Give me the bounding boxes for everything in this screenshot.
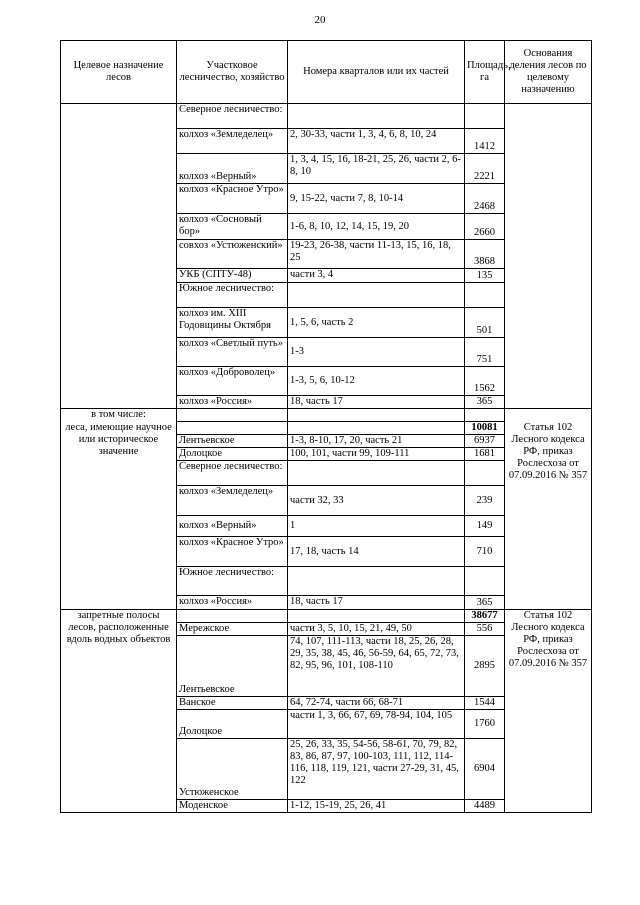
empty-cell (177, 610, 288, 623)
area-cell: 1412 (465, 129, 505, 154)
area-cell: 1681 (465, 448, 505, 461)
district-cell: колхоз им. XIII Годовщины Октября (177, 308, 288, 338)
area-cell: 1562 (465, 367, 505, 396)
table-row (61, 104, 592, 129)
district-cell: Лентьевское (177, 636, 288, 697)
district-cell: Моденское (177, 800, 288, 813)
purpose-scientific: леса, имеющие научное или историческое значение (61, 422, 177, 610)
area-cell: 239 (465, 486, 505, 516)
quarters-cell: 1-3 (288, 338, 465, 367)
district-cell: колхоз «Доброволец» (177, 367, 288, 396)
header-area: Площадь, га (465, 41, 505, 104)
quarters-cell: части 32, 33 (288, 486, 465, 516)
group-total: 38677 (465, 610, 505, 623)
district-cell: колхоз «Россия» (177, 596, 288, 610)
group-total-row (61, 422, 592, 435)
quarters-cell (288, 567, 465, 596)
empty-cell (288, 422, 465, 435)
quarters-cell: 2, 30-33, части 1, 3, 4, 6, 8, 10, 24 (288, 129, 465, 154)
district-cell: Северное лесничество: (177, 461, 288, 486)
quarters-cell (288, 283, 465, 308)
area-cell: 556 (465, 623, 505, 636)
district-cell: совхоз «Устюженский» (177, 240, 288, 269)
district-cell: колхоз «Земледелец» (177, 129, 288, 154)
area-cell: 1544 (465, 697, 505, 710)
quarters-cell (288, 104, 465, 129)
area-cell: 2221 (465, 154, 505, 184)
quarters-cell: 1, 5, 6, часть 2 (288, 308, 465, 338)
header-row (61, 41, 592, 104)
district-cell: Северное лесничество: (177, 104, 288, 129)
district-cell: колхоз «Россия» (177, 396, 288, 409)
empty-cell (288, 610, 465, 623)
quarters-cell: 1-12, 15-19, 25, 26, 41 (288, 800, 465, 813)
district-cell: Южное лесничество: (177, 567, 288, 596)
quarters-cell: части 3, 4 (288, 269, 465, 283)
quarters-cell: 1-3, 8-10, 17, 20, часть 21 (288, 435, 465, 448)
basis-water-protection: Статья 102 Лесного кодекса РФ, приказ Рослесхоза от 07.09.2016 № 357 (505, 610, 592, 813)
quarters-cell: 25, 26, 33, 35, 54-56, 58-61, 70, 79, 82, 83, 86, 87, 97, 100-103, 111, 112, 114-116, 118, 119, 121, части 27-29, 31, 45, 122 (288, 739, 465, 800)
quarters-cell: 1 (288, 516, 465, 537)
district-cell: Долоцкое (177, 448, 288, 461)
area-cell: 6904 (465, 739, 505, 800)
quarters-cell: части 3, 5, 10, 15, 21, 49, 50 (288, 623, 465, 636)
area-cell (465, 283, 505, 308)
quarters-cell: 17, 18, часть 14 (288, 537, 465, 567)
empty-cell (465, 409, 505, 422)
empty-cell (505, 409, 592, 422)
quarters-cell: 64, 72-74, части 66, 68-71 (288, 697, 465, 710)
district-cell: колхоз «Верный» (177, 154, 288, 184)
quarters-cell: 19-23, 26-38, части 11-13, 15, 16, 18, 25 (288, 240, 465, 269)
quarters-cell: 1, 3, 4, 15, 16, 18-21, 25, 26, части 2, 6-8, 10 (288, 154, 465, 184)
district-cell: колхоз «Верный» (177, 516, 288, 537)
district-cell: колхоз «Земледелец» (177, 486, 288, 516)
quarters-cell: 1-3, 5, 6, 10-12 (288, 367, 465, 396)
quarters-cell: 1-6, 8, 10, 12, 14, 15, 19, 20 (288, 214, 465, 240)
area-cell: 2895 (465, 636, 505, 697)
empty-cell (288, 409, 465, 422)
quarters-cell (288, 461, 465, 486)
group-total: 10081 (465, 422, 505, 435)
quarters-cell: 18, часть 17 (288, 396, 465, 409)
district-cell: Лентьевское (177, 435, 288, 448)
district-cell: Мережское (177, 623, 288, 636)
district-cell: колхоз «Светлый путь» (177, 338, 288, 367)
area-cell: 3868 (465, 240, 505, 269)
including-row (61, 409, 592, 422)
quarters-cell: части 1, 3, 66, 67, 69, 78-94, 104, 105 (288, 710, 465, 739)
area-cell: 1760 (465, 710, 505, 739)
area-cell: 6937 (465, 435, 505, 448)
quarters-cell: 18, часть 17 (288, 596, 465, 610)
area-cell: 501 (465, 308, 505, 338)
purpose-cell-continued (61, 104, 177, 409)
basis-scientific: Статья 102 Лесного кодекса РФ, приказ Рослесхоза от 07.09.2016 № 357 (505, 422, 592, 610)
district-cell: колхоз «Красное Утро» (177, 537, 288, 567)
quarters-cell: 100, 101, части 99, 109-111 (288, 448, 465, 461)
header-district: Участковое лесничество, хозяйство (177, 41, 288, 104)
area-cell (465, 104, 505, 129)
empty-cell (177, 422, 288, 435)
district-cell: Южное лесничество: (177, 283, 288, 308)
district-cell: колхоз «Красное Утро» (177, 184, 288, 214)
area-cell: 365 (465, 596, 505, 610)
area-cell (465, 567, 505, 596)
header-purpose: Целевое назначение лесов (61, 41, 177, 104)
basis-cell-continued (505, 104, 592, 409)
header-basis: Основания деления лесов по целевому назначению (505, 41, 592, 104)
district-cell: колхоз «Сосновый бор» (177, 214, 288, 240)
area-cell: 2468 (465, 184, 505, 214)
district-cell: Устюженское (177, 739, 288, 800)
purpose-water-protection: запретные полосы лесов, расположенные вдоль водных объектов (61, 610, 177, 813)
area-cell: 4489 (465, 800, 505, 813)
quarters-cell: 9, 15-22, части 7, 8, 10-14 (288, 184, 465, 214)
area-cell (465, 461, 505, 486)
group-total-row (61, 610, 592, 623)
quarters-cell: 74, 107, 111-113, части 18, 25, 26, 28, 29, 35, 38, 45, 46, 56-59, 64, 65, 72, 73, 82, 95, 96, 101, 108-110 (288, 636, 465, 697)
area-cell: 710 (465, 537, 505, 567)
empty-cell (177, 409, 288, 422)
including-label: в том числе: (61, 409, 177, 422)
district-cell: Долоцкое (177, 710, 288, 739)
area-cell: 365 (465, 396, 505, 409)
area-cell: 751 (465, 338, 505, 367)
forest-purpose-table (60, 40, 592, 813)
header-quarters: Номера кварталов или их частей (288, 41, 465, 104)
page-number: 20 (314, 14, 326, 26)
area-cell: 2660 (465, 214, 505, 240)
area-cell: 135 (465, 269, 505, 283)
district-cell: УКБ (СПТУ-48) (177, 269, 288, 283)
district-cell: Ванское (177, 697, 288, 710)
area-cell: 149 (465, 516, 505, 537)
